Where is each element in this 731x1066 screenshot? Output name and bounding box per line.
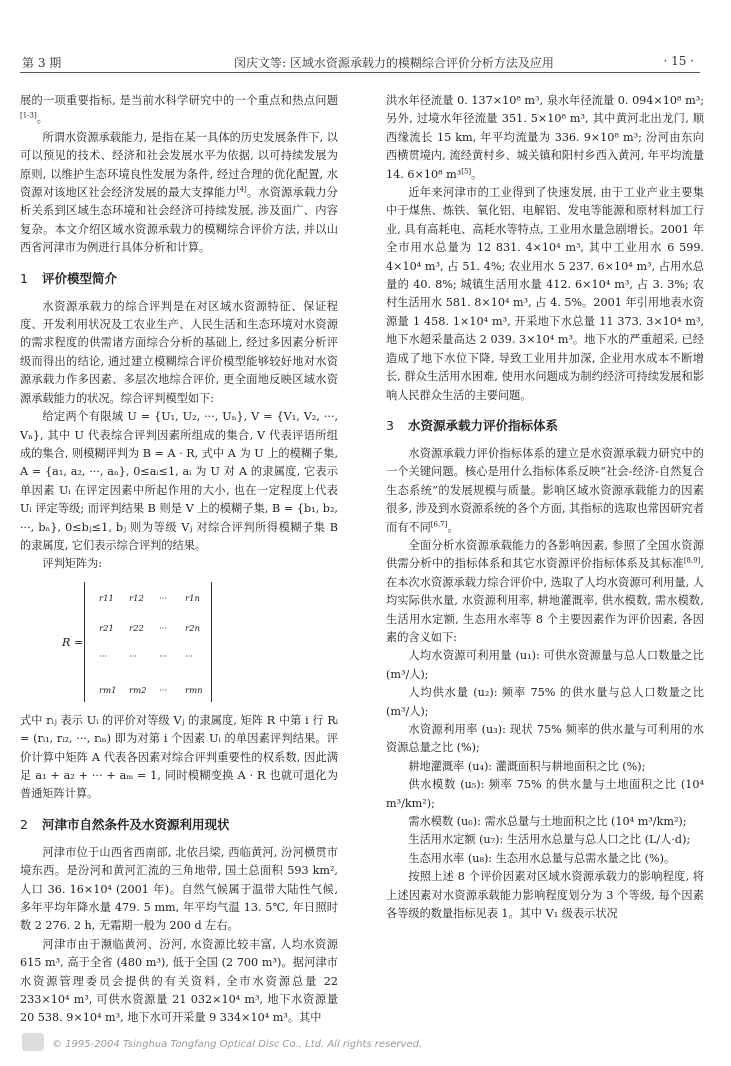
citation: [1-3]	[20, 111, 37, 120]
matrix-cell: ···	[159, 685, 168, 696]
matrix-cell: r21	[99, 623, 114, 634]
paragraph: 水资源承载力评价指标体系的建立是水资源承载力研究中的一个关键问题。核心是用什么指标体系反映“社会-经济-自然复合生态系统”的发展规模与质量。影响区域水资源承载能力的因素很多, 涉及到水资源系统的各个方面, 其指标的选取也常因研究者而有不同[6,7]。	[386, 446, 704, 534]
evaluation-matrix	[20, 578, 338, 710]
right-column	[386, 92, 704, 923]
issue-number: 第 3 期	[22, 56, 62, 70]
indicator-definition: 需水模数 (u₆): 需水总量与土地面积之比 (10⁴ m³/km²);	[408, 815, 687, 829]
indicator-definition: 生活用水定额 (u₇): 生活用水总量与总人口之比 (L/人·d);	[408, 833, 691, 847]
section-heading: 2 河津市自然条件及水资源利用现状	[20, 816, 230, 832]
paragraph: 洪水年径流量 0. 137×10⁸ m³, 泉水年径流量 0. 094×10⁸ m³; 另外, 过境水年径流量 351. 5×10⁸ m³, 其中黄河北出龙门, 顺西缘流长 15 km, 年平均流量为 336. 9×10⁸ m³; 汾河由东向西横贯境内, 流经黄村乡、城关镇和阳村乡西入黄河, 年平均流量 14. 6×10⁸ m³[5]。	[386, 94, 704, 181]
matrix-cell: ···	[159, 623, 168, 634]
matrix-cell: r2n	[185, 623, 200, 634]
indicator-definition: 供水模数 (u₅): 频率 75% 的供水量与土地面积之比 (10⁴ m³/km²);	[386, 778, 704, 810]
paragraph: 河津市位于山西省西南部, 北依吕梁, 西临黄河, 汾河横贯市境东西。是汾河和黄河汇流的三角地带, 国土总面积 593 km², 人口 36. 16×10⁴ (2001 年)。自然气候属于温带大陆性气候, 多年平均年降水量 479. 5 mm, 年平均气温 13. 5℃, 年日照时数 2 276. 2 h, 无霜期一般为 200 d 左右。	[20, 845, 338, 933]
paragraph: 评判矩阵为:	[42, 557, 103, 571]
matrix-cell: ···	[159, 651, 168, 662]
section-heading: 1 评价模型简介	[20, 270, 118, 286]
matrix-cell: rmn	[185, 685, 203, 696]
matrix-bracket	[84, 582, 212, 702]
citation: [4]	[236, 185, 247, 194]
indicator-definition: 人均水资源可利用量 (u₁): 可供水资源量与总人口数量之比 (m³/人);	[386, 649, 704, 681]
matrix-label: R =	[62, 635, 84, 649]
matrix-cell: ···	[129, 651, 138, 662]
publisher-logo	[22, 1033, 44, 1051]
matrix-cell: r1n	[185, 593, 200, 604]
matrix-cell: r11	[99, 593, 114, 604]
citation: [8,9]	[683, 556, 701, 565]
copyright-footer: © 1995-2004 Tsinghua Tongfang Optical Disc Co., Ltd. All rights reserved.	[52, 1039, 423, 1050]
paragraph: 近年来河津市的工业得到了快速发展, 由于工业产业主要集中于煤焦、炼铁、氧化铝、电解铝、发电等能源和原材料加工行业, 具有高耗电、高耗水等特点, 工业用水量急剧增长。2001 年全市用水总量为 12 831. 4×10⁴ m³, 其中工业用水 6 599. 4×10⁴ m³, 占 51. 4%; 农业用水 5 237. 6×10⁴ m³, 占用水总量的 40. 8%; 城镇生活用水量 412. 6×10⁴ m³, 占 3. 3%; 农村生活用水 581. 8×10⁴ m³, 占 4. 5%。2001 年引用地表水资源量 1 458. 1×10⁴ m³, 开采地下水总量 11 373. 3×10⁴ m³, 地下水超采量高达 2 039. 3×10⁴ m³。地下水的严重超采, 已经造成了地下水位下降, 导致工业用井加深, 企业用水成本不断增长, 群众生活用水困难, 使用水问题成为制约经济可持续发展和影响人民群众生活的主要问题。	[386, 186, 704, 402]
matrix-cell: r12	[129, 593, 144, 604]
matrix-cell: ···	[99, 651, 108, 662]
indicator-definition: 耕地灌溉率 (u₄): 灌溉面积与耕地面积之比 (%);	[408, 759, 646, 773]
indicator-definition: 人均供水量 (u₂): 频率 75% 的供水量与总人口数量之比 (m³/人);	[386, 686, 704, 718]
citation: [5]	[461, 166, 472, 175]
running-header	[20, 52, 700, 73]
paragraph: 河津市由于濒临黄河、汾河, 水资源比较丰富, 人均水资源 615 m³, 高于全省 (480 m³), 低于全国 (2 700 m³)。据河津市水资源管理委员会提供的有关资料, 全市水资源总量 22 233×10⁴ m³, 可供水资源量 21 032×10⁴ m³, 地下水资源量 20 538. 9×10⁴ m³, 地下水可开采量 9 334×10⁴ m³。其中	[20, 937, 338, 1025]
matrix-cell: ···	[185, 651, 194, 662]
matrix-cell: rm1	[99, 685, 117, 696]
paragraph: 全面分析水资源承载能力的各影响因素, 参照了全国水资源供需分析中的指标体系和其它水资源评价指标体系及其标准[8,9], 在本次水资源承载力综合评价中, 选取了人均水资源可利用量, 人均实际供水量, 水资源利用率, 耕地灌溉率, 供水模数, 需水模数, 生活用水定额, 生态用水率等 8 个主要因素作为评价因素, 各因素的含义如下:	[386, 538, 704, 644]
matrix-cell: ···	[159, 593, 168, 604]
matrix-cell: r22	[129, 623, 144, 634]
paragraph: 按照上述 8 个评价因素对区域水资源承载力的影响程度, 将上述因素对水资源承载能力影响程度划分为 3 个等级, 每个因素各等级的数量指标见表 1。其中 V₁ 级表示状况	[386, 870, 704, 921]
page-number: · 15 ·	[663, 54, 694, 68]
left-column	[20, 92, 338, 1028]
matrix-cell: rm2	[129, 685, 147, 696]
section-heading: 3 水资源承载力评价指标体系	[386, 417, 559, 433]
paragraph: 展的一项重要指标, 是当前水科学研究中的一个重点和热点问题[1-3]。	[20, 94, 338, 126]
indicator-definition: 水资源利用率 (u₃): 现状 75% 频率的供水量与可利用的水资源总量之比 (%);	[386, 723, 704, 755]
indicator-definition: 生态用水率 (u₈): 生态用水总量与总需水量之比 (%)。	[408, 851, 676, 865]
paragraph: 水资源承载力的综合评判是在对区域水资源特征、保证程度、开发利用状况及工农业生产、人民生活和生态环境对水资源的需求程度的供需诸方面综合分析的基础上, 经过多因素分析评级而得出的结论, 通过建立模糊综合评价模型能够较好地对水资源承载力作多因素、多层次地综合评价, 更全面地反映区域水资源承载能力的状况。综合评判模型如下:	[20, 299, 338, 405]
paragraph: 所谓水资源承载能力, 是指在某一具体的历史发展条件下, 以可以预见的技术、经济和社会发展水平为依据, 以可持续发展为原则, 以维护生态环境良性发展为条件, 经过合理的优化配置, 水资源对该地区社会经济发展的最大支撑能力[4]。水资源承载力分析关系到区域生态环境和社会经济可持续发展, 涉及面广、内容复杂。本文介绍区域水资源承载力的模糊综合评价方法, 并以山西省河津市为例进行具体分析和计算。	[20, 130, 338, 255]
paragraph: 给定两个有限域 U = {U₁, U₂, ···, Uₙ}, V = {V₁, V₂, ···, Vₙ}, 其中 U 代表综合评判因素所组成的集合, V 代表评语所组成的集合, 则模糊评判为 B = A · R, 式中 A 为 U 上的模糊子集, A = {a₁, a₂, ···, aₙ}, 0≤aᵢ≤1, aᵢ 为 U 对 A 的隶属度, 它表示单因素 Uᵢ 在评定因素中所起作用的大小, 也在一定程度上代表 Uᵢ 评定等级; 而评判结果 B 则是 V 上的模糊子集, B = {b₁, b₂, ···, bₙ}, 0≤bⱼ≤1, bⱼ 则为等级 Vⱼ 对综合评判所得模糊子集 B 的隶属度, 它们表示综合评判的结果。	[20, 410, 338, 552]
running-title: 闵庆文等: 区域水资源承载力的模糊综合评价分析方法及应用	[234, 56, 554, 70]
citation: [6,7]	[430, 519, 448, 528]
paragraph: 式中 rᵢⱼ 表示 Uᵢ 的评价对等级 Vⱼ 的隶属度, 矩阵 R 中第 i 行 Rᵢ = (rᵢ₁, rᵢ₂, ···, rᵢₙ) 即为对第 i 个因素 Uᵢ 的单因素评判结果。评价计算中矩阵 A 代表各因素对综合评判重要性的权系数, 因此满足 a₁ + a₂ + ··· + aₘ = 1, 同时模糊变换 A · R 也就可退化为普通矩阵计算。	[20, 713, 338, 801]
